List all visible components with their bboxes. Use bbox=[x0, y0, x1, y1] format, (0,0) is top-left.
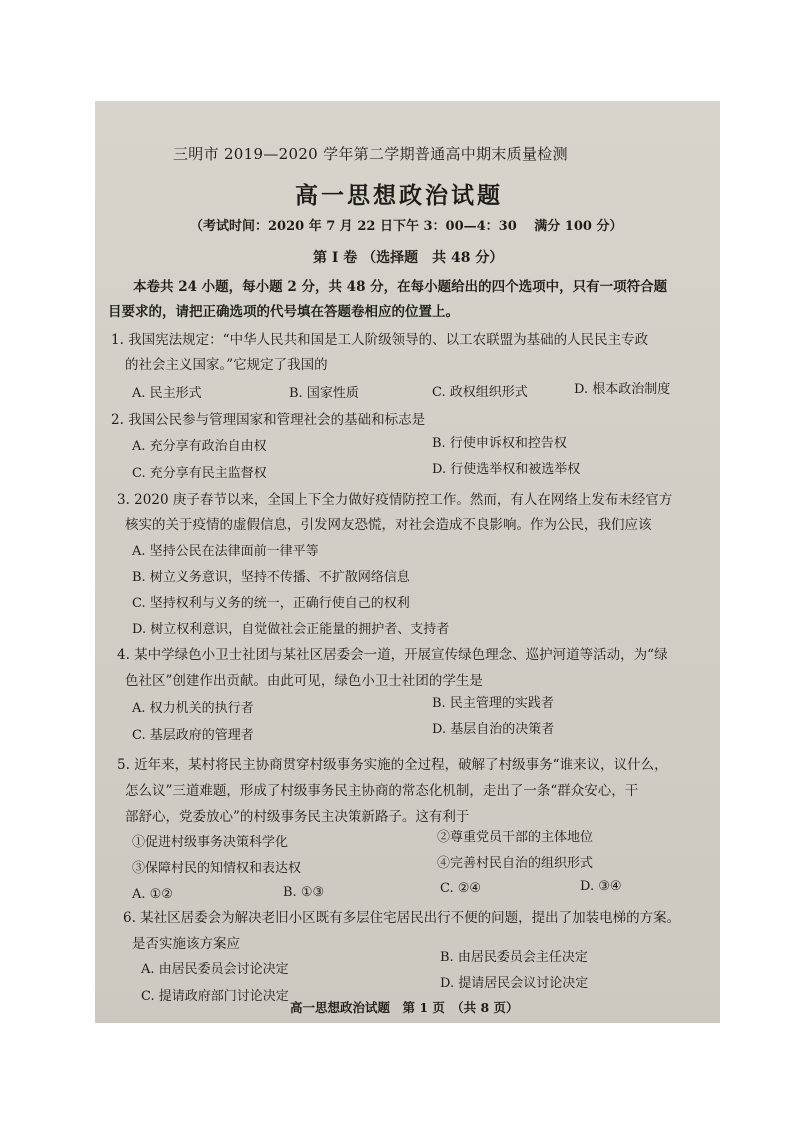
question-4-stem: 4. 某中学绿色小卫士社团与某社区居委会一道，开展宣传绿色理念、巡护河道等活动，为“绿 bbox=[117, 647, 668, 663]
question-2-option-a: A. 充分享有政治自由权 bbox=[132, 439, 267, 454]
question-1-stem: 的社会主义国家。”它规定了我国的 bbox=[125, 357, 328, 373]
question-5-stem: 部舒心，党委放心”的村级事务民主决策新路子。这有利于 bbox=[125, 809, 470, 825]
question-6-option-d: D. 提请居民会议讨论决定 bbox=[440, 976, 589, 991]
question-3-option-a: A. 坚持公民在法律面前一律平等 bbox=[132, 544, 319, 559]
question-5-stem: 5. 近年来，某村将民主协商贯穿村级事务实施的全过程，破解了村级事务“谁来议，议什么， bbox=[117, 757, 668, 773]
question-5-option-a: A. ①② bbox=[132, 887, 173, 902]
question-4-option-b: B. 民主管理的实践者 bbox=[432, 696, 554, 711]
question-2-option-b: B. 行使申诉权和控告权 bbox=[432, 436, 567, 451]
question-2-option-c: C. 充分享有民主监督权 bbox=[132, 466, 267, 481]
question-3-option-b: B. 树立义务意识，坚持不传播、不扩散网络信息 bbox=[132, 570, 410, 585]
question-4-option-c: C. 基层政府的管理者 bbox=[132, 728, 254, 743]
question-3-option-d: D. 树立权利意识，自觉做社会正能量的拥护者、支持者 bbox=[132, 622, 450, 637]
question-2-stem: 2. 我国公民参与管理国家和管理社会的基础和标志是 bbox=[111, 412, 426, 428]
question-6-option-b: B. 由居民委员会主任决定 bbox=[440, 950, 588, 965]
question-3-stem: 核实的关于疫情的虚假信息，引发网友恐慌，对社会造成不良影响。作为公民，我们应该 bbox=[125, 517, 652, 533]
question-1-option-b: B. 国家性质 bbox=[289, 386, 359, 401]
question-4-option-d: D. 基层自治的决策者 bbox=[432, 722, 555, 737]
question-6-option-c: C. 提请政府部门讨论决定 bbox=[141, 989, 289, 1004]
question-4-option-a: A. 权力机关的执行者 bbox=[132, 701, 254, 716]
exam-info: （考试时间：2020 年 7 月 22 日下午 3：00—4：30 满分 100 分） bbox=[190, 219, 623, 234]
question-5-option-b: B. ①③ bbox=[283, 885, 325, 900]
question-1-option-a: A. 民主形式 bbox=[132, 386, 202, 401]
question-3-option-c: C. 坚持权利与义务的统一，正确行使自己的权利 bbox=[132, 596, 410, 611]
section-title: 第 I 卷 （选择题 共 48 分） bbox=[313, 250, 504, 266]
exam-paper-photo bbox=[95, 101, 720, 1023]
question-4-stem: 色社区”创建作出贡献。由此可见，绿色小卫士社团的学生是 bbox=[125, 673, 483, 689]
question-1-stem: 1. 我国宪法规定：“中华人民共和国是工人阶级领导的、以工农联盟为基础的人民民主专政 bbox=[111, 332, 649, 348]
question-1-option-c: C. 政权组织形式 bbox=[432, 385, 528, 400]
question-3-stem: 3. 2020 庚子春节以来，全国上下全力做好疫情防控工作。然而，有人在网络上发布未经官方 bbox=[117, 492, 673, 508]
instruction-line: 目要求的，请把正确选项的代号填在答题卷相应的位置上。 bbox=[108, 304, 459, 320]
question-5-option-d: D. ③④ bbox=[580, 879, 622, 894]
subject-title: 高一思想政治试题 bbox=[295, 183, 503, 209]
question-1-option-d: D. 根本政治制度 bbox=[574, 382, 671, 397]
question-5-item-2: ②尊重党员干部的主体地位 bbox=[437, 830, 594, 845]
question-5-item-3: ③保障村民的知情权和表达权 bbox=[132, 861, 302, 876]
question-6-option-a: A. 由居民委员会讨论决定 bbox=[141, 962, 289, 977]
question-5-item-1: ①促进村级事务决策科学化 bbox=[132, 835, 289, 850]
page-footer: 高一思想政治试题 第 1 页 （共 8 页） bbox=[290, 1000, 519, 1015]
question-5-option-c: C. ②④ bbox=[440, 881, 482, 896]
question-5-item-4: ④完善村民自治的组织形式 bbox=[437, 856, 594, 871]
question-2-option-d: D. 行使选举权和被选举权 bbox=[432, 462, 581, 477]
question-6-stem: 是否实施该方案应 bbox=[132, 936, 240, 952]
question-6-stem: 6. 某社区居委会为解决老旧小区既有多层住宅居民出行不便的问题，提出了加装电梯的方案。 bbox=[123, 910, 681, 926]
instruction-line: 本卷共 24 小题，每小题 2 分，共 48 分，在每小题给出的四个选项中，只有一项符合题 bbox=[133, 279, 668, 295]
question-5-stem: 怎么议”三道难题，形成了村级事务民主协商的常态化机制，走出了一条“群众安心，干 bbox=[125, 783, 639, 799]
exam-title: 三明市 2019—2020 学年第二学期普通高中期末质量检测 bbox=[173, 145, 568, 163]
bleed-through-text bbox=[115, 109, 119, 122]
